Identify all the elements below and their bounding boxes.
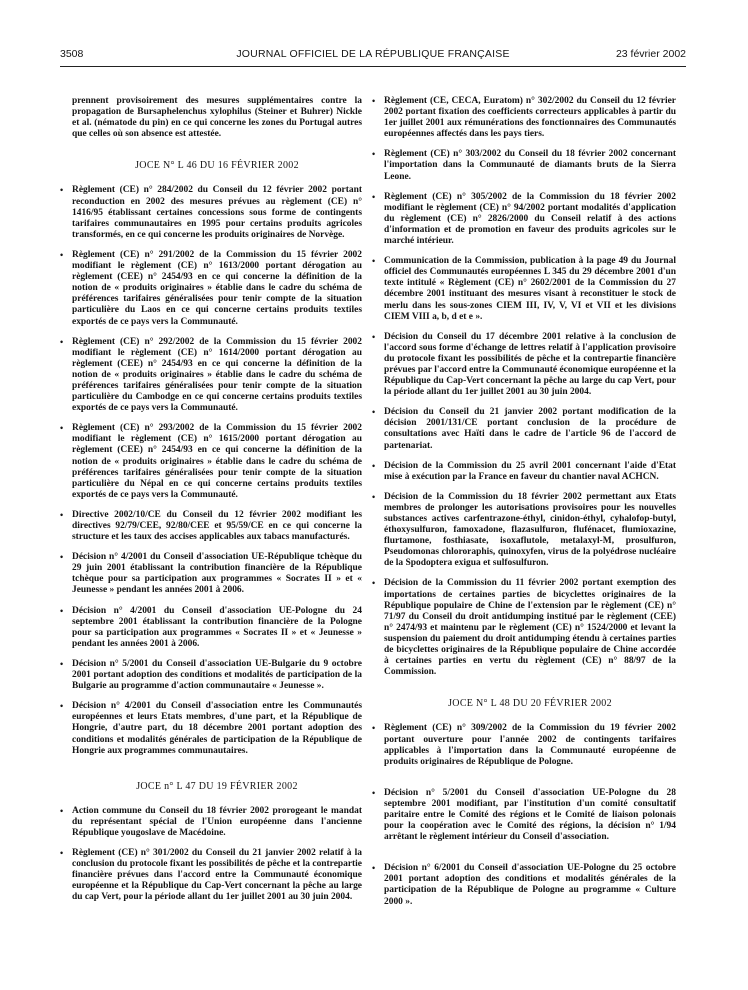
section-heading-l47: JOCE n° L 47 DU 19 FÉVRIER 2002	[136, 780, 298, 792]
bullet-icon: •	[372, 460, 376, 471]
bullet-icon: •	[372, 407, 376, 418]
bullet-icon: •	[60, 423, 64, 434]
list-item: • Règlement (CE) n° 305/2002 de la Commission du 18 février 2002 modifiant le règlement (CE) n° 94/2002 portant modalités d'application du règlement (CE) n° 2826/2000 du Conseil relatif à des actions d'information et de promotion en faveur des produits agricoles sur le marché intérieur.	[372, 191, 676, 247]
list-item: • Règlement (CE) n° 292/2002 de la Commission du 15 février 2002 modifiant le règlement (CE) n° 1614/2000 portant dérogation au règlement (CEE) n° 2454/93 en ce qui concerne la définition de la notion de « produits originaires » établie dans le cadre du schéma de préférences tarifaires généralisées pour tenir compte de la situation particulière du Cambodge en ce qui concerne certains produits textiles exportés de ce pays vers la Communauté.	[60, 336, 362, 414]
section-heading-l48: JOCE N° L 48 DU 20 FÉVRIER 2002	[448, 698, 612, 710]
page-header	[60, 48, 686, 64]
bullet-icon: •	[372, 787, 376, 798]
list-item: • Décision n° 5/2001 du Conseil d'association UE-Pologne du 28 septembre 2001 modifiant, par l'institution d'un comité consultatif paritaire entre le Comité des régions et le Comité de liaison polonais pour la coopération avec le Comité des régions, la décision n° 1/94 arrêtant le règlement intérieur du Conseil d'association.	[372, 787, 676, 843]
journal-title: JOURNAL OFFICIEL DE LA RÉPUBLIQUE FRANÇAISE	[236, 48, 510, 60]
list-item: • Décision n° 6/2001 du Conseil d'association UE-Pologne du 25 octobre 2001 portant adoption des conditions et modalités générales de la participation de la République de Pologne au programme « Culture 2000 ».	[372, 863, 676, 907]
bullet-icon: •	[372, 723, 376, 734]
list-item: • Règlement (CE) n° 301/2002 du Conseil du 21 janvier 2002 relatif à la conclusion du protocole fixant les possibilités de pêche et la contrepartie financière prévues dans l'accord entre la Communauté économique européenne et la République du Cap-Vert concernant la pêche au large du cap Vert, pour la période allant du 1er juillet 2001 au 30 juin 2004.	[60, 848, 362, 903]
page-number: 3508	[60, 48, 84, 60]
list-item: • Règlement (CE, CECA, Euratom) n° 302/2002 du Conseil du 12 février 2002 portant fixation des coefficients correcteurs applicables à partir du 1er juillet 2001 aux rémunérations des fonctionnaires des Communautés européennes affectés dans les pays tiers.	[372, 96, 676, 140]
list-item: • Décision de la Commission du 18 février 2002 permettant aux Etats membres de prolonger les autorisations provisoires pour les nouvelles substances actives carfentrazone-éthyl, cinidon-éthyl, cyhalofop-butyl, éthoxysulfuron, famoxadone, flazasulfuron, flufénacet, flumioxazine, flurtamone, fosthiasate, isoxaflutole, metalaxyl-M, prosulfuron, Pseudomonas chlororaphis, quinoxyfen, virus de la polyédrose nucléaire de la Spodoptera exigua et sulfosulfuron.	[372, 491, 676, 569]
list-item: • Communication de la Commission, publication à la page 49 du Journal officiel des Communautés européennes L 345 du 29 décembre 2001 d'un texte intitulé « Règlement (CE) n° 2602/2001 de la Commission du 27 décembre 2001 instituant des mesures visant à reconstituer le stock de merlu dans les sous-zones CIEM III, IV, V, VI et VII et les divisions CIEM VIII a, b, d et e ».	[372, 256, 676, 322]
bullet-icon: •	[60, 848, 64, 859]
bullet-icon: •	[60, 552, 64, 563]
bullet-icon: •	[372, 863, 376, 874]
list-item: • Décision de la Commission du 11 février 2002 portant exemption des importations de certaines parties de bicyclettes originaires de la République populaire de Chine de l'extension par le règlement (CE) n° 71/97 du Conseil du droit antidumping institué par le règlement (CEE) n° 2474/93 et maintenu par le règlement (CE) n° 1524/2000 et levant la suspension du paiement du droit antidumping étendu à certaines parties de bicyclettes originaires de la République populaire de Chine accordée à certaines parties en vertu du règlement (CE) n° 88/97 de la Commission.	[372, 578, 676, 678]
list-item: • Directive 2002/10/CE du Conseil du 12 février 2002 modifiant les directives 92/79/CEE, 92/80/CEE et 95/59/CE en ce qui concerne la structure et les taux des accises applicables aux tabacs manufacturés.	[60, 509, 362, 543]
bullet-icon: •	[60, 185, 64, 196]
bullet-icon: •	[60, 336, 64, 347]
bullet-icon: •	[372, 491, 376, 502]
list-item: • Décision de la Commission du 25 avril 2001 concernant l'aide d'Etat mise à exécution par la France en faveur du chantier naval ACHCN.	[372, 460, 676, 482]
list-item: • Décision du Conseil du 21 janvier 2002 portant modification de la décision 2001/131/CE portant conclusion de la procédure de consultations avec Haïti dans le cadre de l'article 96 de l'accord de partenariat.	[372, 407, 676, 451]
continuation-paragraph: prennent provisoirement des mesures supplémentaires contre la propagation de Bursaphelenchus xylophilus (Steiner et Buhrer) Nickle et al. (nématode du pin) en ce qui concerne les zones du Portugal autres que celles où son absence est attestée.	[72, 96, 362, 140]
bullet-icon: •	[372, 96, 376, 106]
list-item: • Règlement (CE) n° 291/2002 de la Commission du 15 février 2002 modifiant le règlement (CE) n° 1613/2000 portant dérogation au règlement (CEE) n° 2454/93 en ce qui concerne la définition de la notion de « produits originaires » établie dans le cadre du schéma de préférences tarifaires généralisées pour tenir compte de la situation particulière du Laos en ce qui concerne certains produits textiles exportés de ce pays vers la Communauté.	[60, 249, 362, 327]
bullet-icon: •	[60, 805, 64, 816]
bullet-icon: •	[60, 249, 64, 260]
list-item: • Règlement (CE) n° 284/2002 du Conseil du 12 février 2002 portant reconduction en 2002 des mesures prévues au règlement (CE) n° 1416/95 établissant certaines concessions sous forme de contingents tarifaires communautaires en 1995 pour certains produits agricoles transformés, en ce qui concerne les produits originaires de Norvège.	[60, 185, 362, 240]
list-item: • Décision n° 4/2001 du Conseil d'association UE-Pologne du 24 septembre 2001 établissant la contribution financière de la Pologne pour sa participation aux programmes « Socrates II » et « Jeunesse » pendant les années 2001 à 2006.	[60, 605, 362, 649]
list-item: • Décision n° 4/2001 du Conseil d'association entre les Communautés européennes et leurs Etats membres, d'une part, et la République de Hongrie, d'autre part, du 18 décembre 2001 portant adoption des conditions et modalités générales de participation de la République de Hongrie aux programmes communautaires.	[60, 701, 362, 756]
header-rule	[60, 66, 686, 67]
bullet-icon: •	[60, 701, 64, 712]
list-item: • Décision n° 5/2001 du Conseil d'association UE-Bulgarie du 9 octobre 2001 portant adoption des conditions et modalités de participation de la Bulgarie au programme d'action communautaire « Jeunesse ».	[60, 658, 362, 692]
bullet-icon: •	[60, 605, 64, 616]
left-column	[60, 96, 362, 913]
list-item: • Décision n° 4/2001 du Conseil d'association UE-République tchèque du 29 juin 2001 établissant la contribution financière de la République tchèque pour sa participation aux programmes « Socrates II » et « Jeunesse » pendant les années 2001 à 2006.	[60, 552, 362, 596]
section-heading-l46: JOCE N° L 46 DU 16 FÉVRIER 2002	[135, 160, 299, 172]
bullet-icon: •	[372, 578, 376, 589]
list-item: • Règlement (CE) n° 309/2002 de la Commission du 19 février 2002 portant ouverture pour l'année 2002 de contingents tarifaires applicables à l'importation dans la Communauté européenne de produits originaires de République de Pologne.	[372, 723, 676, 767]
bullet-icon: •	[372, 149, 376, 160]
list-item: • Décision du Conseil du 17 décembre 2001 relative à la conclusion de l'accord sous forme d'échange de lettres relatif à l'application provisoire du protocole fixant les possibilités de pêche et la contrepartie financière prévues par l'accord entre la Communauté économique européenne et la République du Cap-Vert concernant la pêche au large du cap Vert, pour la période allant du 1er juillet 2001 au 30 juin 2004.	[372, 331, 676, 398]
bullet-icon: •	[372, 191, 376, 202]
right-column	[372, 96, 676, 917]
bullet-icon: •	[60, 509, 64, 520]
bullet-icon: •	[372, 256, 376, 267]
issue-date: 23 février 2002	[615, 48, 686, 60]
bullet-icon: •	[372, 331, 376, 342]
list-item: • Règlement (CE) n° 293/2002 de la Commission du 15 février 2002 modifiant le règlement (CE) n° 1615/2000 portant dérogation au règlement (CEE) n° 2454/93 en ce qui concerne la définition de la notion de « produits originaires » établie dans le cadre du schéma de préférences tarifaires généralisées pour tenir compte de la situation particulière du Népal en ce qui concerne certains produits textiles exportés de ce pays vers la Communauté.	[60, 423, 362, 500]
list-item: • Règlement (CE) n° 303/2002 du Conseil du 18 février 2002 concernant l'importation dans la Communauté de diamants bruts de la Sierra Leone.	[372, 149, 676, 182]
list-item: • Action commune du Conseil du 18 février 2002 prorogeant le mandat du représentant spécial de l'Union européenne dans l'ancienne République yougoslave de Macédoine.	[60, 805, 362, 838]
bullet-icon: •	[60, 658, 64, 669]
